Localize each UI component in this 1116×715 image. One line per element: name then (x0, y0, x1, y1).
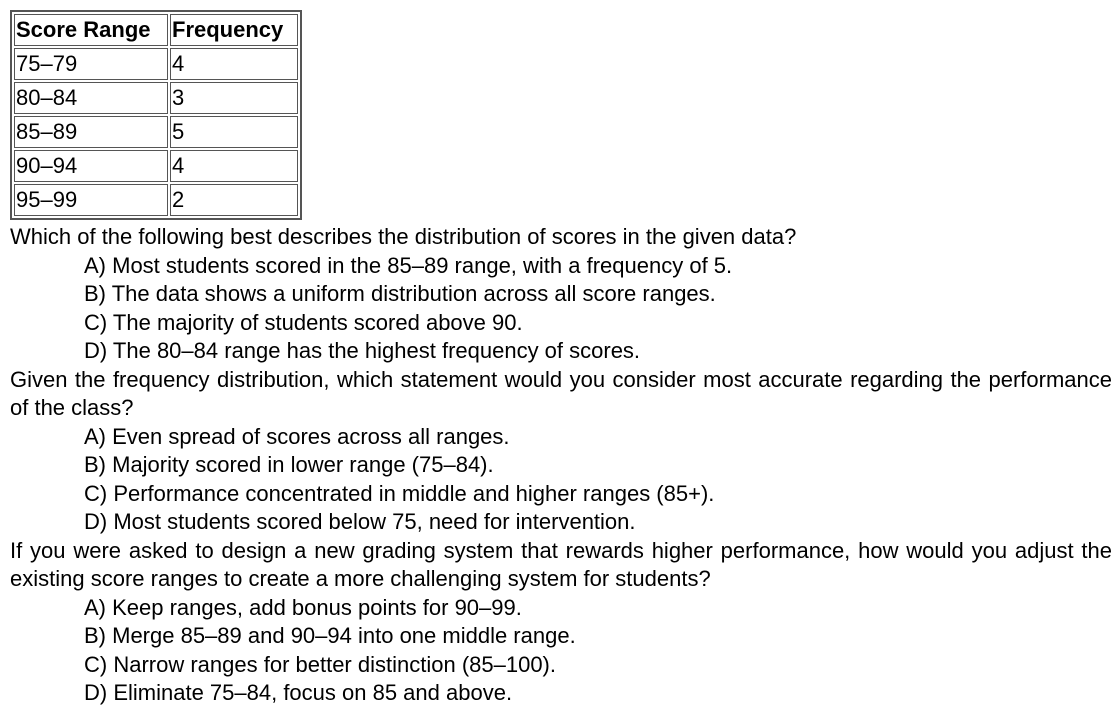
option-b: B) Majority scored in lower range (75–84). (84, 452, 494, 477)
frequency-cell: 4 (170, 48, 298, 80)
question-text: If you were asked to design a new grading system that rewards higher performance, how would you adjust the existing score ranges to create a more challenging system for students? (10, 537, 1112, 591)
score-range-cell: 95–99 (14, 184, 168, 216)
option-d: D) The 80–84 range has the highest frequency of scores. (84, 338, 641, 363)
answer-options (10, 594, 1112, 708)
score-range-cell: 75–79 (14, 48, 168, 80)
table-row (14, 184, 298, 216)
answer-options (10, 252, 1112, 366)
question-text: Which of the following best describes the distribution of scores in the given data? (10, 224, 797, 249)
frequency-cell: 4 (170, 150, 298, 182)
option-d: D) Most students scored below 75, need for intervention. (84, 509, 636, 534)
column-header-frequency: Frequency (170, 14, 298, 46)
question-3 (10, 537, 1112, 708)
question-1 (10, 223, 1112, 366)
option-a: A) Even spread of scores across all ranges. (84, 423, 510, 449)
option-a: A) Keep ranges, add bonus points for 90–99. (84, 594, 522, 620)
option-c: C) Performance concentrated in middle and higher ranges (85+). (84, 480, 715, 506)
frequency-cell: 5 (170, 116, 298, 148)
option-c: C) The majority of students scored above 90. (84, 309, 523, 335)
frequency-table (10, 10, 302, 220)
option-b: B) The data shows a uniform distribution across all score ranges. (84, 281, 716, 306)
frequency-cell: 3 (170, 82, 298, 114)
table-row (14, 150, 298, 182)
option-a: A) Most students scored in the 85–89 range, with a frequency of 5. (84, 252, 733, 278)
document-page (10, 10, 1112, 708)
frequency-cell: 2 (170, 184, 298, 216)
score-range-cell: 80–84 (14, 82, 168, 114)
option-d: D) Eliminate 75–84, focus on 85 and above. (84, 680, 513, 705)
column-header-score-range: Score Range (14, 14, 168, 46)
score-range-cell: 85–89 (14, 116, 168, 148)
table-row (14, 116, 298, 148)
option-c: C) Narrow ranges for better distinction (85–100). (84, 651, 556, 677)
table-row (14, 82, 298, 114)
score-range-cell: 90–94 (14, 150, 168, 182)
table-header-row (14, 14, 298, 46)
option-b: B) Merge 85–89 and 90–94 into one middle range. (84, 623, 576, 648)
question-2 (10, 366, 1112, 537)
table-row (14, 48, 298, 80)
question-text: Given the frequency distribution, which statement would you consider most accurate regarding the performance of the class? (10, 366, 1112, 420)
answer-options (10, 423, 1112, 537)
